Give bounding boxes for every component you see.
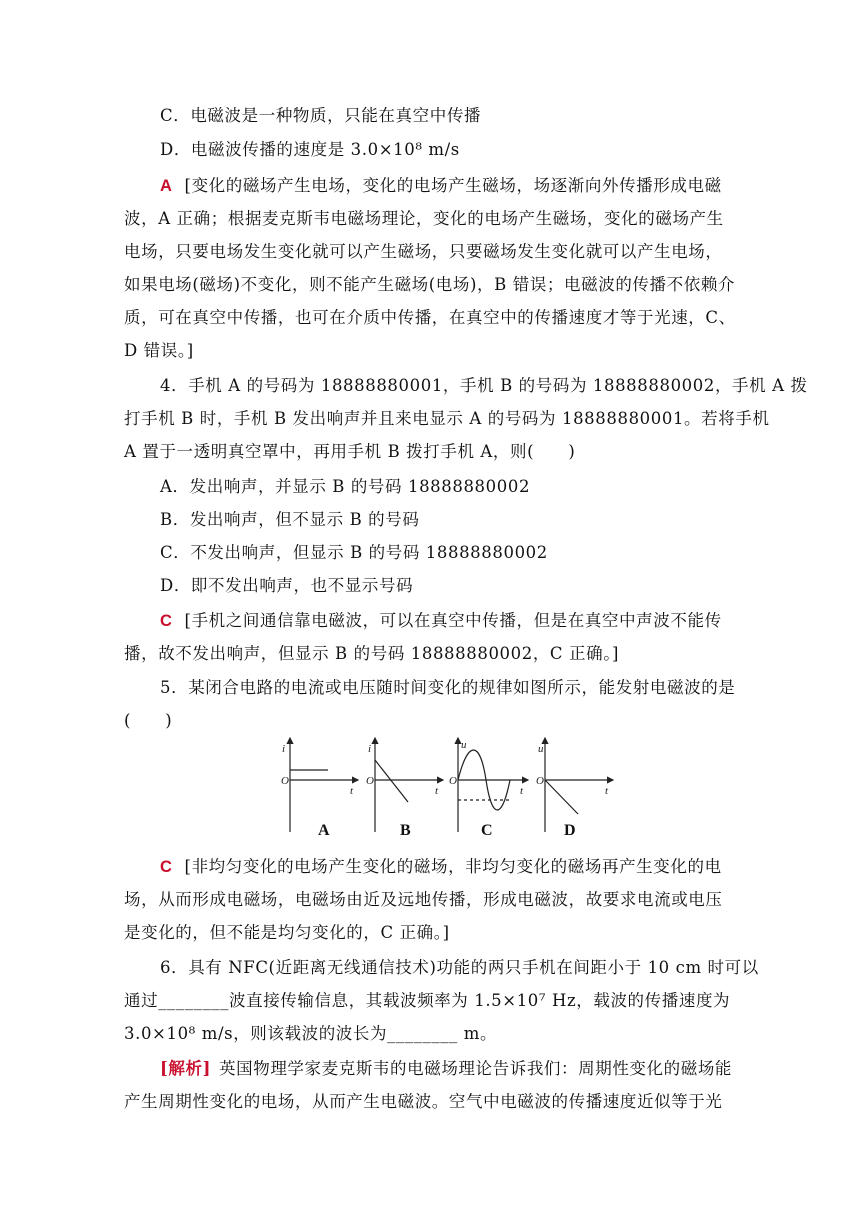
graph-a	[290, 738, 358, 832]
graph-label-c: C	[481, 822, 493, 839]
analysis-tag: [解析]	[160, 1059, 212, 1078]
q4-option-d: D．即不发出响声，也不显示号码	[160, 576, 414, 595]
option-c: C．电磁波是一种物质，只能在真空中传播	[160, 106, 482, 125]
answer-letter: C	[160, 612, 173, 630]
graph-label-d: D	[564, 822, 576, 839]
answer-3-line1: A [变化的磁场产生电场，变化的电场产生磁场，场逐渐向外传播形成电磁	[160, 176, 722, 195]
axis-o-d: O	[536, 775, 544, 787]
answer-4-line2: 播，故不发出响声，但显示 B 的号码 18888880002，C 正确。]	[124, 644, 620, 663]
answer-3-line6: D 错误。]	[124, 341, 194, 360]
answer-3-line2: 波，A 正确；根据麦克斯韦电磁场理论，变化的电场产生磁场，变化的磁场产生	[124, 209, 724, 228]
axis-t-a: t	[350, 785, 354, 797]
graph-b	[375, 738, 443, 832]
graph-label-b: B	[400, 822, 411, 839]
question-4-line3: A 置于一透明真空罩中，再用手机 B 拨打手机 A，则( )	[124, 442, 576, 461]
answer-5-line1: C [非均匀变化的电场产生变化的磁场，非均匀变化的磁场再产生变化的电	[160, 857, 722, 876]
q4-option-c: C．不发出响声，但显示 B 的号码 18888880002	[160, 543, 548, 562]
answer-3-line3: 电场，只要电场发生变化就可以产生磁场，只要磁场发生变化就可以产生电场，	[124, 242, 723, 261]
question-4-line2: 打手机 B 时，手机 B 发出响声并且来电显示 A 的号码为 18888880001。若将手机	[124, 409, 770, 428]
graph-label-a: A	[318, 822, 330, 839]
answer-letter: A	[160, 177, 173, 195]
analysis-line1: [解析] 英国物理学家麦克斯韦的电磁场理论告诉我们：周期性变化的磁场能	[160, 1059, 733, 1078]
q4-option-b: B．发出响声，但不显示 B 的号码	[160, 510, 420, 529]
graph-d	[545, 738, 613, 832]
q4-option-a: A．发出响声，并显示 B 的号码 18888880002	[160, 477, 531, 496]
answer-5-line3: 是变化的，但不能是均匀变化的，C 正确。]	[124, 923, 450, 942]
axis-t-c: t	[520, 785, 524, 797]
question-5-line2: ( )	[124, 711, 173, 730]
answer-letter: C	[160, 858, 173, 876]
option-d: D．电磁波传播的速度是 3.0×10⁸ m/s	[160, 140, 460, 159]
axis-o-b: O	[366, 775, 374, 787]
question-6-line2: 通过________波直接传输信息，其载波频率为 1.5×10⁷ Hz，载波的传播速度为	[124, 991, 731, 1010]
axis-i-a: i	[282, 743, 286, 755]
axis-i-b: i	[368, 743, 372, 755]
analysis-line2: 产生周期性变化的电场，从而产生电磁波。空气中电磁波的传播速度近似等于光	[124, 1092, 723, 1111]
answer-3-line4: 如果电场(磁场)不变化，则不能产生磁场(电场)，B 错误；电磁波的传播不依赖介	[124, 275, 736, 294]
axis-o-c: O	[449, 775, 457, 787]
axis-t-b: t	[435, 785, 439, 797]
question-5-line1: 5．某闭合电路的电流或电压随时间变化的规律如图所示，能发射电磁波的是	[160, 678, 736, 697]
axis-u-d: u	[538, 743, 544, 755]
question-4-line1: 4．手机 A 的号码为 18888880001，手机 B 的号码为 18888880002，手机 A 拨	[160, 376, 808, 395]
question-6-line3: 3.0×10⁸ m/s，则该载波的波长为________ m。	[124, 1024, 498, 1043]
axis-t-d: t	[605, 785, 609, 797]
graph-c	[458, 738, 528, 832]
answer-5-line2: 场，从而形成电磁场，电磁场由近及远地传播，形成电磁波，故要求电流或电压	[124, 890, 723, 909]
answer-3-line5: 质，可在真空中传播，也可在介质中传播，在真空中的传播速度才等于光速，C、	[124, 308, 736, 327]
answer-4-line1: C [手机之间通信靠电磁波，可以在真空中传播，但是在真空中声波不能传	[160, 611, 722, 630]
axis-u-c: u	[461, 739, 467, 751]
axis-o-a: O	[281, 775, 289, 787]
question-6-line1: 6．具有 NFC(近距离无线通信技术)功能的两只手机在间距小于 10 cm 时可以	[160, 958, 759, 977]
